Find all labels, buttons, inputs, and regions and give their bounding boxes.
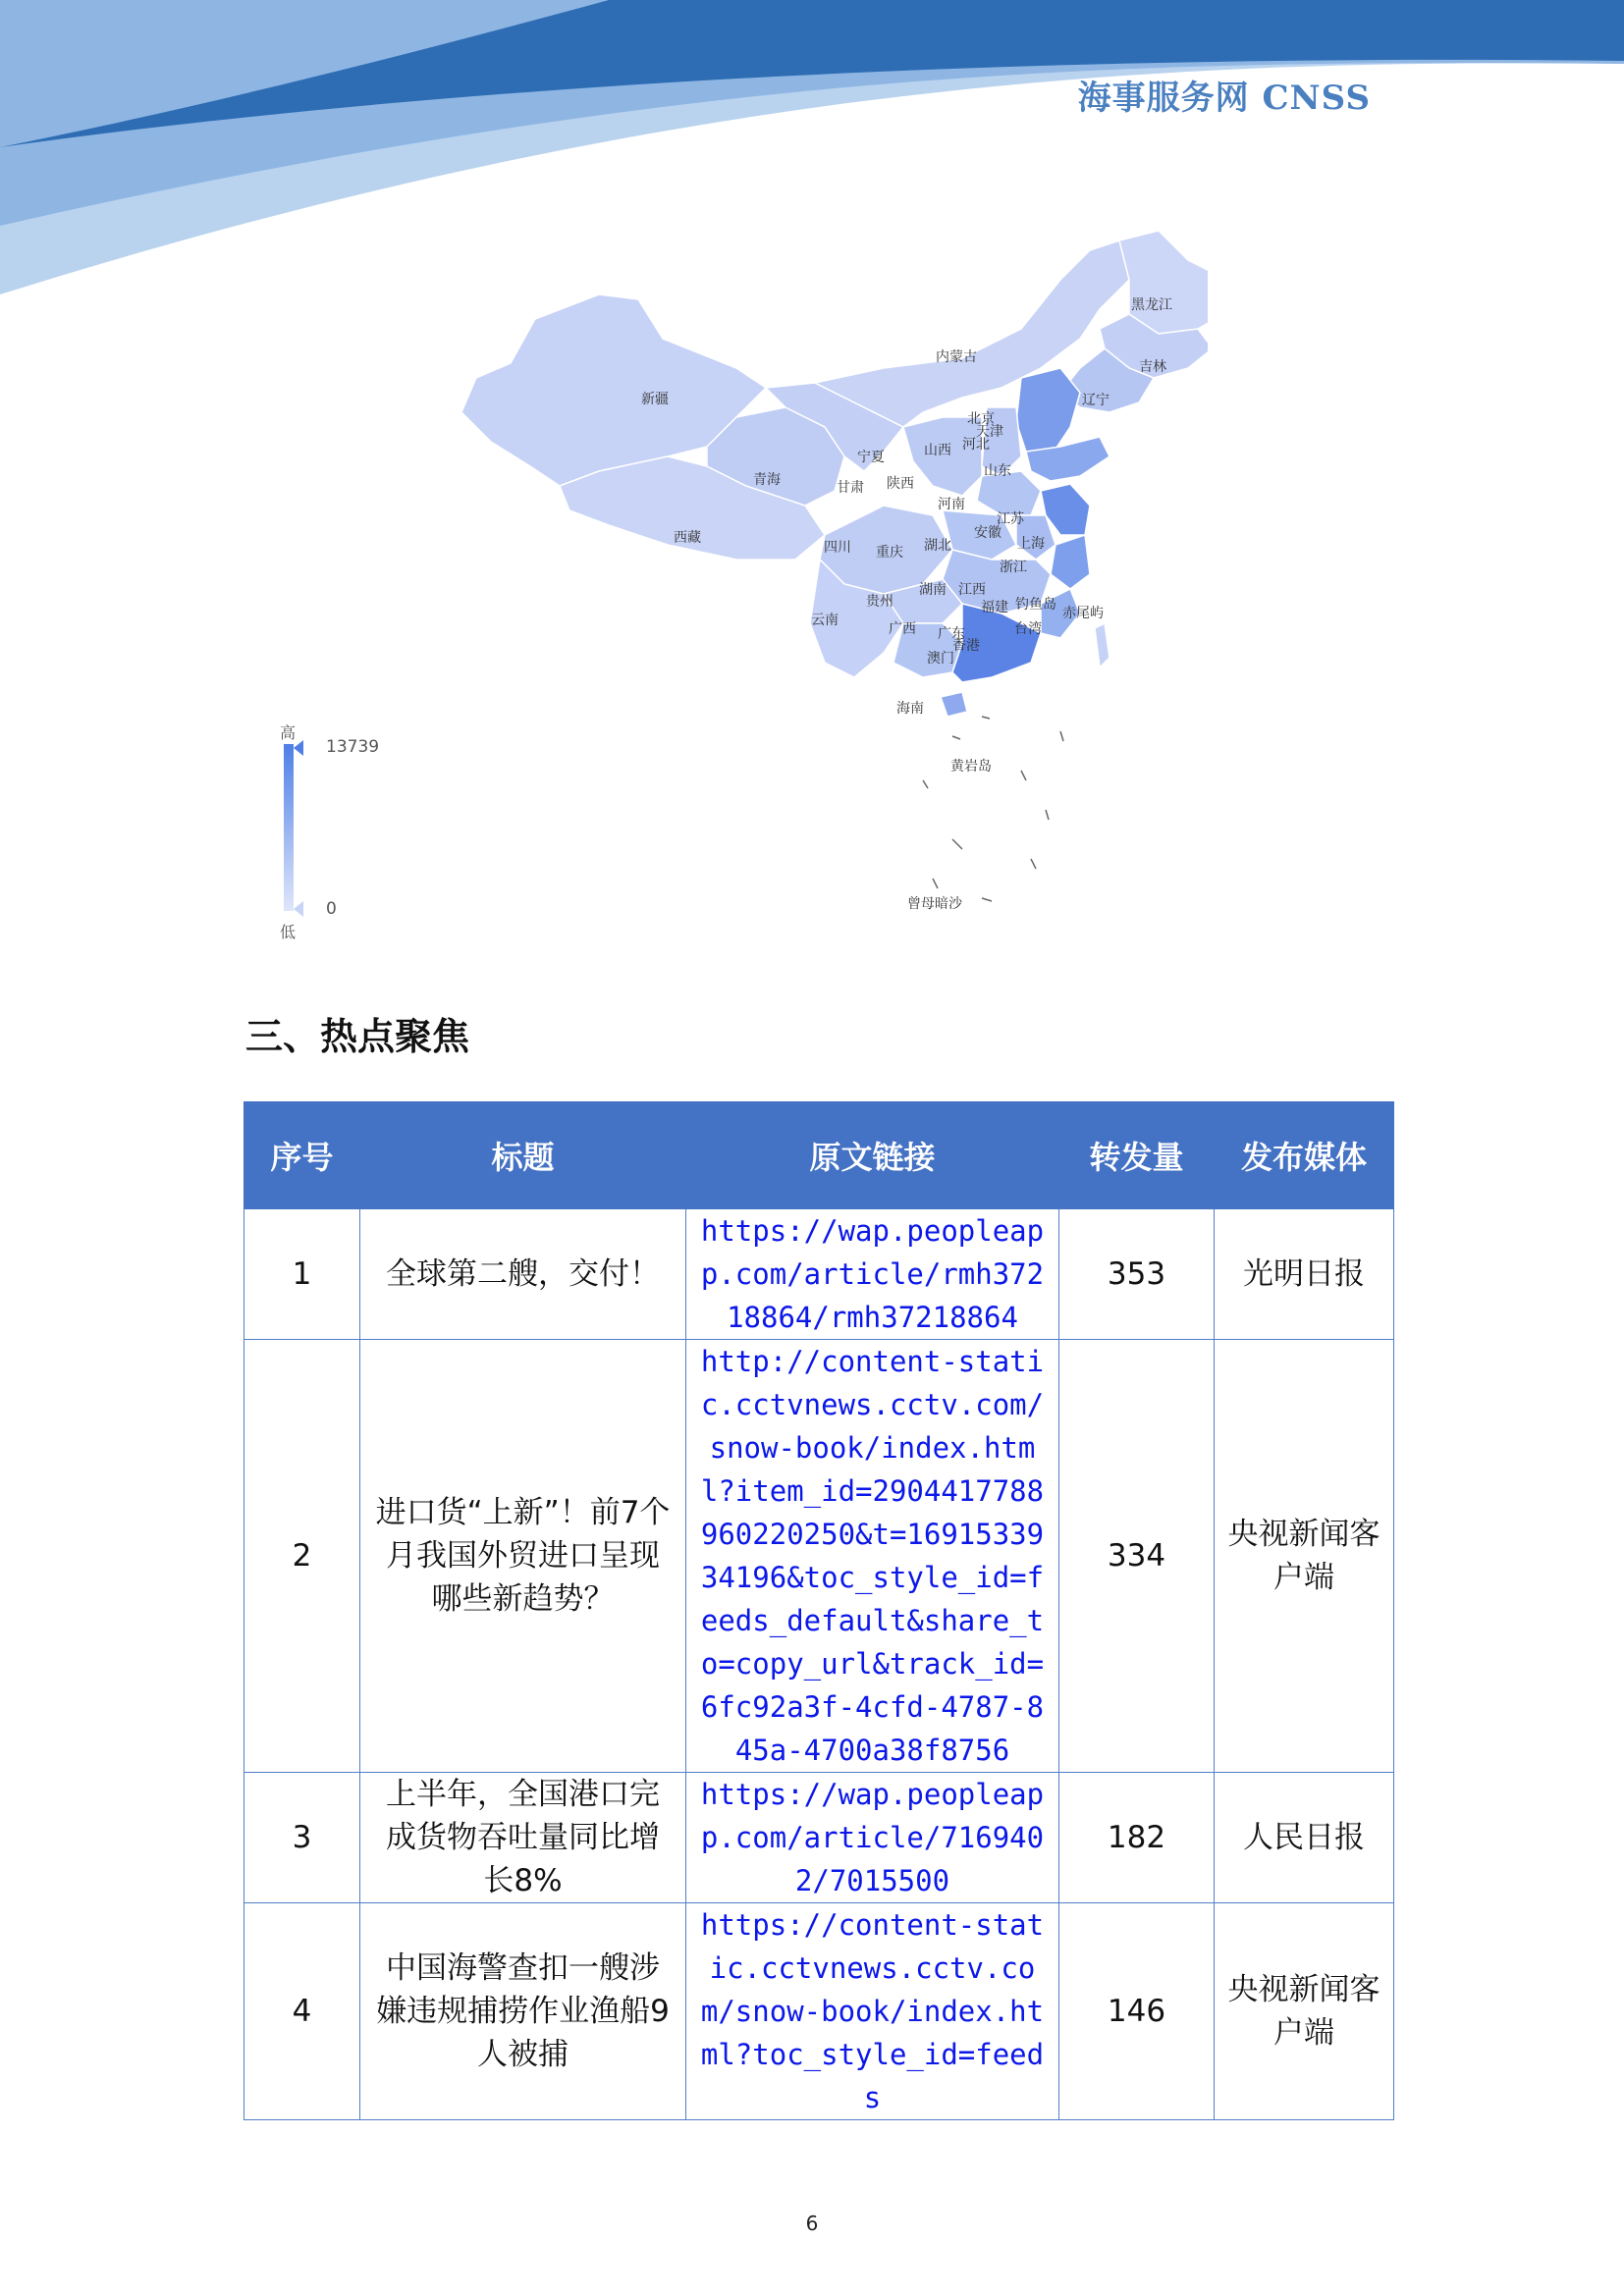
legend-max-value: 13739 xyxy=(326,737,380,757)
label-shaanxi: 陕西 xyxy=(887,476,914,492)
cell-count: 334 xyxy=(1059,1340,1215,1773)
label-chongqing: 重庆 xyxy=(876,545,903,561)
region-zhejiang xyxy=(1051,535,1090,589)
cell-no: 1 xyxy=(244,1209,360,1340)
cell-link[interactable]: https://wap.peopleapp.com/article/rmh37218864/rmh37218864 xyxy=(686,1209,1059,1340)
label-diaoyudao: 钓鱼岛 xyxy=(1015,597,1056,613)
label-zhejiang: 浙江 xyxy=(1000,560,1027,575)
label-beijing: 北京 xyxy=(967,411,995,427)
section-title: 三、热点聚焦 xyxy=(245,1015,470,1058)
header-link: 原文链接 xyxy=(686,1102,1059,1209)
label-xizang: 西藏 xyxy=(674,530,701,546)
label-huangyandao: 黄岩岛 xyxy=(950,759,992,774)
cell-title: 上半年，全国港口完成货物吞吐量同比增长8% xyxy=(360,1773,686,1903)
label-jilin: 吉林 xyxy=(1139,359,1166,375)
table-row xyxy=(244,1209,1394,1340)
label-guangxi: 广西 xyxy=(889,621,916,637)
legend-min-value: 0 xyxy=(326,899,337,919)
label-shanghai: 上海 xyxy=(1017,536,1045,552)
label-heilongjiang: 黑龙江 xyxy=(1131,297,1172,313)
label-tianjin: 天津 xyxy=(976,424,1003,440)
hot-topics-table xyxy=(244,1101,1394,2120)
page-number: 6 xyxy=(805,2212,819,2235)
table-row xyxy=(244,1903,1394,2120)
label-chiweiyu: 赤尾屿 xyxy=(1062,606,1104,621)
brand-title: 海事服务网 CNSS xyxy=(1077,79,1371,118)
region-hainan xyxy=(941,692,967,717)
label-hunan: 湖南 xyxy=(919,582,947,598)
header-title: 标题 xyxy=(360,1102,686,1209)
header-count: 转发量 xyxy=(1059,1102,1215,1209)
cell-count: 182 xyxy=(1059,1773,1215,1903)
legend-low-label: 低 xyxy=(280,923,297,941)
label-zengmuansha: 曾母暗沙 xyxy=(907,896,962,912)
label-taiwan: 台湾 xyxy=(1014,621,1042,637)
cell-media: 光明日报 xyxy=(1215,1209,1394,1340)
region-taiwan xyxy=(1095,623,1110,667)
label-sichuan: 四川 xyxy=(824,540,851,556)
label-xianggang: 香港 xyxy=(952,638,980,654)
label-hainan: 海南 xyxy=(896,701,924,717)
label-xinjiang: 新疆 xyxy=(641,392,669,407)
label-shandong: 山东 xyxy=(984,463,1011,479)
cell-link[interactable]: http://content-static.cctvnews.cctv.com/snow-book/index.html?item_id=2904417788960220250&t=1691533934196&toc_style_id=feeds_default&share_to=copy_url&track_id=6fc92a3f-4cfd-4787-845a-4700a38f8756 xyxy=(686,1340,1059,1773)
label-jiangsu: 江苏 xyxy=(997,511,1024,527)
label-fujian: 福建 xyxy=(981,600,1008,615)
cell-no: 2 xyxy=(244,1340,360,1773)
label-guizhou: 贵州 xyxy=(866,594,893,610)
cell-count: 353 xyxy=(1059,1209,1215,1340)
label-henan: 河南 xyxy=(938,497,965,512)
cell-no: 3 xyxy=(244,1773,360,1903)
legend-high-label: 高 xyxy=(280,723,297,742)
label-jiangxi: 江西 xyxy=(958,582,986,598)
cell-link[interactable]: https://wap.peopleapp.com/article/7169402/7015500 xyxy=(686,1773,1059,1903)
label-hubei: 湖北 xyxy=(924,538,951,554)
label-guangdong: 广东 xyxy=(938,626,965,642)
label-neimenggu: 内蒙古 xyxy=(936,349,977,365)
label-shanxi: 山西 xyxy=(924,443,951,458)
cell-media: 央视新闻客户端 xyxy=(1215,1340,1394,1773)
china-heat-map xyxy=(275,221,1208,928)
legend-gradient-bar xyxy=(284,744,294,911)
cell-media: 央视新闻客户端 xyxy=(1215,1903,1394,2120)
cell-no: 4 xyxy=(244,1903,360,2120)
cell-title: 中国海警查扣一艘涉嫌违规捕捞作业渔船9人被捕 xyxy=(360,1903,686,2120)
label-anhui: 安徽 xyxy=(974,525,1001,541)
label-gansu: 甘肃 xyxy=(837,480,864,496)
label-ningxia: 宁夏 xyxy=(857,450,885,465)
cell-title: 进口货“上新”！前7个月我国外贸进口呈现哪些新趋势？ xyxy=(360,1340,686,1773)
cell-media: 人民日报 xyxy=(1215,1773,1394,1903)
header-media: 发布媒体 xyxy=(1215,1102,1394,1209)
table-row xyxy=(244,1340,1394,1773)
label-aomen: 澳门 xyxy=(927,651,954,667)
table-row xyxy=(244,1773,1394,1903)
legend-max-handle[interactable] xyxy=(294,740,303,756)
table-header-row xyxy=(244,1102,1394,1209)
label-yunnan: 云南 xyxy=(811,613,839,628)
legend-min-handle[interactable] xyxy=(294,901,303,917)
region-beijing-tianjin-hebei xyxy=(1016,368,1080,456)
label-liaoning: 辽宁 xyxy=(1082,393,1110,408)
header-no: 序号 xyxy=(244,1102,360,1209)
cell-count: 146 xyxy=(1059,1903,1215,2120)
label-qinghai: 青海 xyxy=(753,472,781,488)
cell-link[interactable]: https://content-static.cctvnews.cctv.com/snow-book/index.html?toc_style_id=feeds xyxy=(686,1903,1059,2120)
label-hebei: 河北 xyxy=(962,437,990,453)
map-legend xyxy=(280,719,398,944)
cell-title: 全球第二艘，交付！ xyxy=(360,1209,686,1340)
